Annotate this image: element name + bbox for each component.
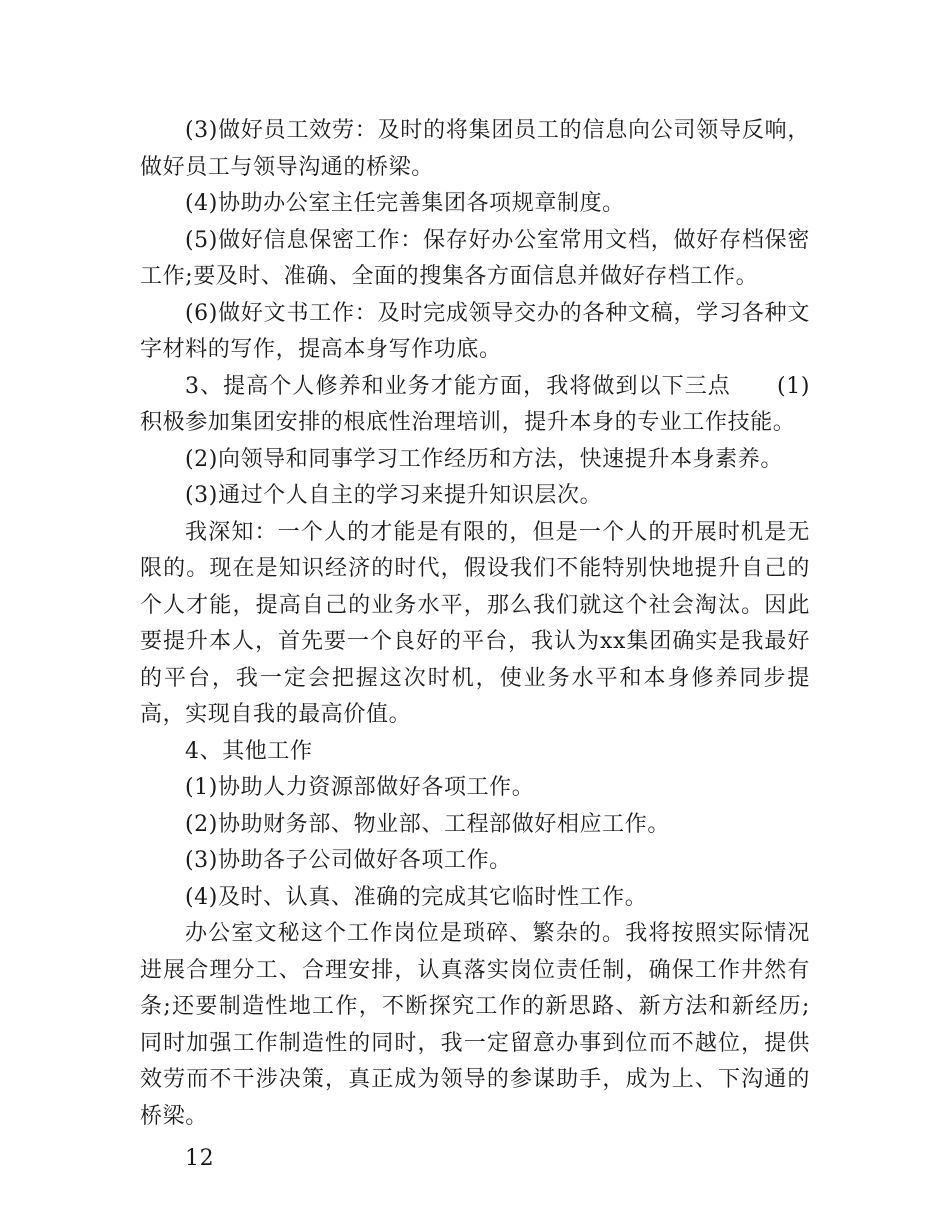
paragraph-confidentiality: (5)做好信息保密工作：保存好办公室常用文档，做好存档保密工作;要及时、准确、全面的搜集各方面信息并做好存档工作。 (140, 227, 810, 289)
paragraph-conclusion: 办公室文秘这个工作岗位是琐碎、繁杂的。我将按照实际情况进展合理分工、合理安排，认真落实岗位责任制，确保工作井然有条;还要制造性地工作，不断探究工作的新思路、新方法和新经历;同时加强工作制造性的同时，我一定留意办事到位而不越位，提供效劳而不干涉决策，真正成为领导的参谋助手，成为上、下沟通的桥梁。 (140, 921, 810, 1129)
paragraph-rules: (4)协助办公室主任完善集团各项规章制度。 (185, 191, 625, 216)
document-page (140, 113, 810, 1178)
paragraph-finance-assist: (2)协助财务部、物业部、工程部做好相应工作。 (185, 811, 670, 837)
section-heading-other-work: 4、其他工作 (185, 738, 313, 764)
paragraph-reflection: 我深知：一个人的才能是有限的，但是一个人的开展时机是无限的。现在是知识经济的时代，假设我们不能特别快地提升自己的个人才能，提高自己的业务水平，那么我们就这个社会淘汰。因此要提升本人，首先要一个良好的平台，我认为xx集团确实是我最好的平台，我一定会把握这次时机，使业务水平和本身修养同步提高，实现自我的最高价值。 (140, 519, 810, 727)
paragraph-self-study: (3)通过个人自主的学习来提升知识层次。 (185, 483, 603, 508)
paragraph-self-improvement: 3、提高个人修养和业务才能方面，我将做到以下三点 (1)积极参加集团安排的根底性治理培训，提升本身的专业工作技能。 (140, 373, 810, 435)
paragraph-learn-from-colleagues: (2)向领导和同事学习工作经历和方法，快速提升本身素养。 (185, 446, 783, 472)
paragraph-clerical: (6)做好文书工作：及时完成领导交办的各种文稿，学习各种文字材料的写作，提高本身写作功底。 (140, 300, 810, 362)
paragraph-hr-assist: (1)协助人力资源部做好各项工作。 (185, 775, 535, 800)
paragraph-subsidiary-assist: (3)协助各子公司做好各项工作。 (185, 848, 512, 873)
paragraph-temporary-work: (4)及时、认真、准确的完成其它临时性工作。 (185, 884, 648, 910)
page-number: 12 (185, 1146, 215, 1171)
paragraph-staff-service: (3)做好员工效劳：及时的将集团员工的信息向公司领导反响，做好员工与领导沟通的桥梁。 (140, 118, 810, 180)
